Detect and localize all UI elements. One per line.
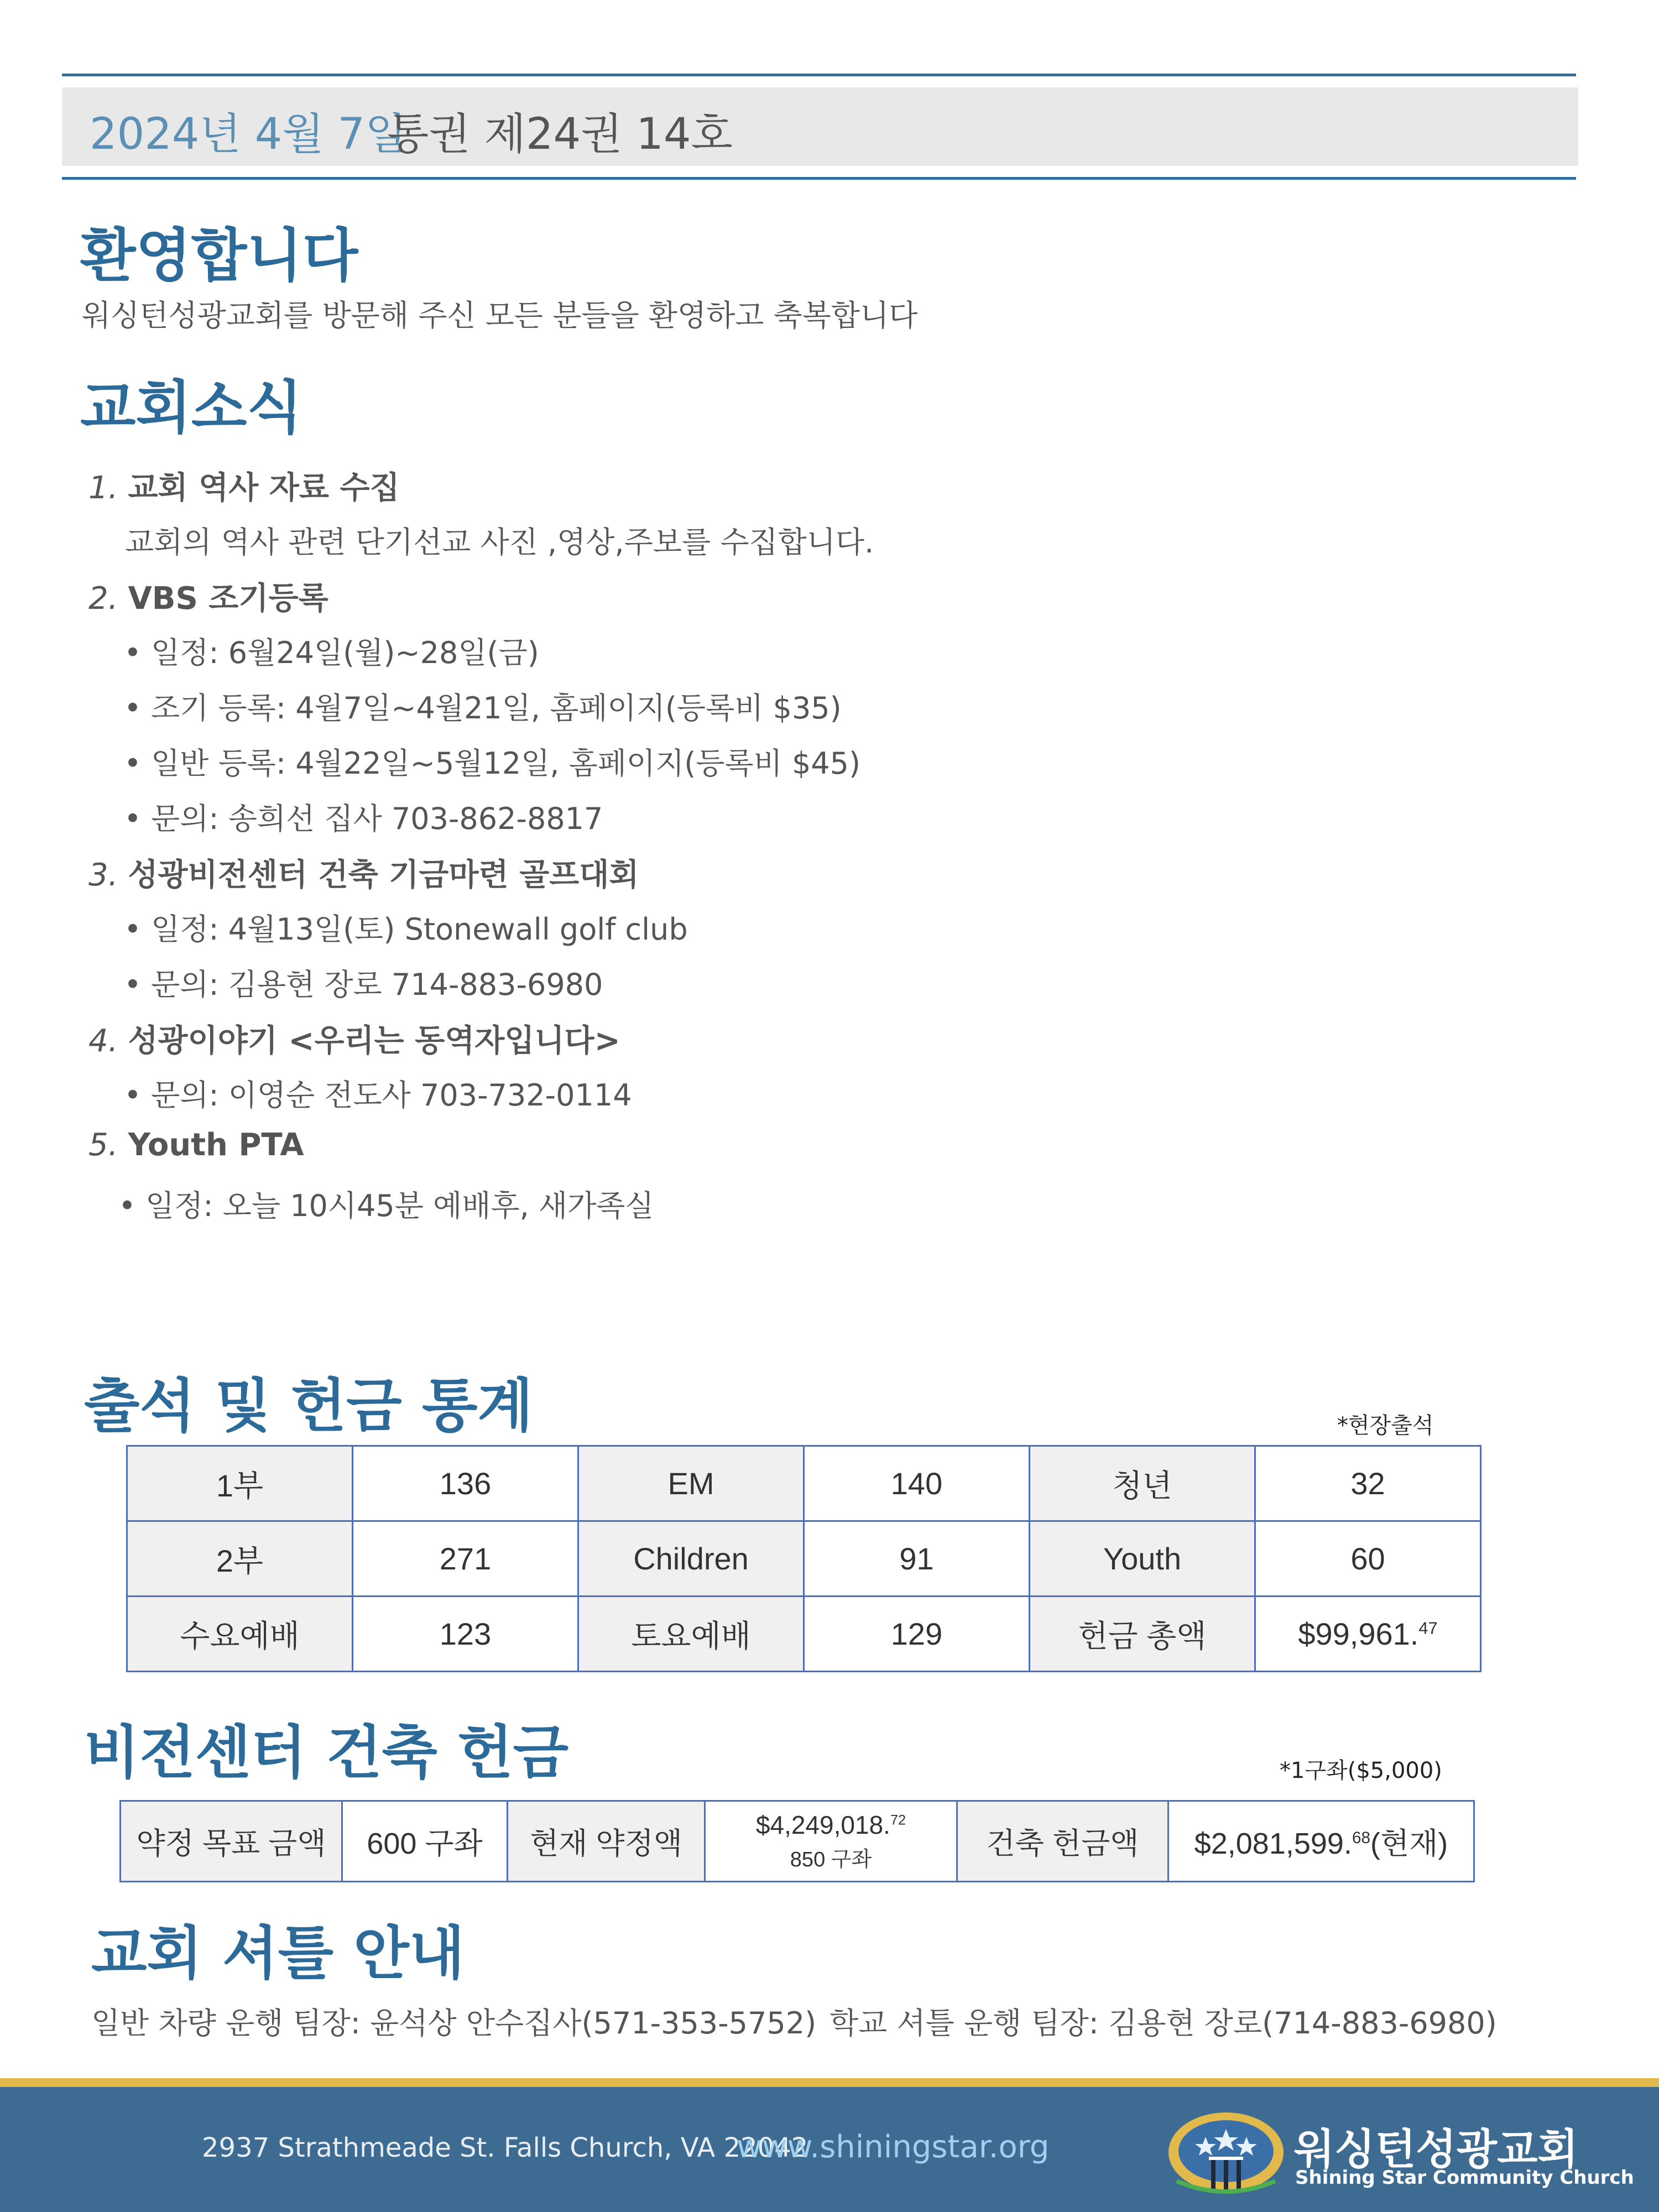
shuttle-title: 교회 셔틀 안내 xyxy=(91,1919,465,1987)
footer-gold-stripe xyxy=(0,2078,1659,2087)
table-cell: 청년 xyxy=(1030,1446,1255,1521)
table-cell: EM xyxy=(578,1446,804,1521)
issue-date: 2024년 4월 7일 xyxy=(90,109,407,159)
table-cell: 토요예배 xyxy=(578,1597,804,1672)
news-item-1-title: 1. 교회 역사 자료 수집 xyxy=(88,470,400,506)
offering-total-cents: 47 xyxy=(1418,1618,1438,1638)
table-cell: 32 xyxy=(1255,1446,1481,1521)
pledge-label: 현재 약정액 xyxy=(508,1801,705,1882)
table-cell: 수요예배 xyxy=(127,1597,353,1672)
news-item-3-title: 3. 성광비전센터 건축 기금마련 골프대회 xyxy=(88,857,639,893)
vision-title: 비전센터 건축 헌금 xyxy=(84,1719,569,1786)
pledge-value: $4,249,018. xyxy=(755,1811,890,1839)
attendance-table xyxy=(126,1445,1481,1672)
table-row xyxy=(127,1446,1481,1521)
table-cell: Youth xyxy=(1030,1521,1255,1597)
issue-header xyxy=(62,87,1578,166)
table-cell: 123 xyxy=(353,1597,578,1672)
pledge-cents: 72 xyxy=(890,1812,906,1828)
news-item-2-line-4: • 문의: 송희선 집사 703-862-8817 xyxy=(124,801,603,836)
goal-label: 약정 목표 금액 xyxy=(121,1801,342,1882)
top-rule xyxy=(62,74,1576,76)
attendance-title: 출석 및 헌금 통계 xyxy=(84,1372,533,1439)
news-item-2-line-3: • 일반 등록: 4월22일~5월12일, 홈페이지(등록비 $45) xyxy=(124,746,861,781)
welcome-text: 워싱턴성광교회를 방문해 주신 모든 분들을 환영하고 축복합니다 xyxy=(82,298,918,333)
table-cell: 60 xyxy=(1255,1521,1481,1597)
offering-total-cell xyxy=(1255,1597,1481,1672)
footer-address: 2937 Strathmeade St. Falls Church, VA 22042 xyxy=(202,2132,808,2163)
goal-value: 600 구좌 xyxy=(342,1801,508,1882)
building-cell xyxy=(1168,1801,1474,1882)
news-item-3-line-1: • 일정: 4월13일(토) Stonewall golf club xyxy=(124,912,688,947)
building-value: $2,081,599. xyxy=(1194,1827,1352,1860)
footer xyxy=(0,2087,1659,2212)
table-row xyxy=(127,1597,1481,1672)
table-cell: 271 xyxy=(353,1521,578,1597)
church-logo-icon xyxy=(1166,2109,1286,2198)
table-row xyxy=(127,1521,1481,1597)
welcome-title: 환영합니다 xyxy=(80,222,358,289)
news-item-5-title: 5. Youth PTA xyxy=(88,1127,304,1163)
pledge-cell xyxy=(705,1801,957,1882)
news-title: 교회소식 xyxy=(80,374,302,441)
news-item-2-title: 2. VBS 조기등록 xyxy=(88,581,328,617)
footer-website-link[interactable]: www.shiningstar.org xyxy=(737,2129,1050,2165)
news-item-2-line-2: • 조기 등록: 4월7일~4월21일, 홈페이지(등록비 $35) xyxy=(124,691,842,726)
vision-note: *1구좌($5,000) xyxy=(1280,1758,1442,1783)
news-item-5-line-1: • 일정: 오늘 10시45분 예배후, 새가족실 xyxy=(118,1188,654,1223)
table-cell: 136 xyxy=(353,1446,578,1521)
offering-total-value: $99,961. xyxy=(1298,1616,1419,1651)
news-item-1-line-1: 교회의 역사 관련 단기선교 사진 ,영상,주보를 수집합니다. xyxy=(125,525,874,560)
table-cell: 129 xyxy=(804,1597,1030,1672)
shuttle-school: 학교 셔틀 운행 팀장: 김용현 장로(714-883-6980) xyxy=(830,2006,1497,2041)
table-cell: Children xyxy=(578,1521,804,1597)
building-cents: 68 xyxy=(1352,1829,1370,1847)
vision-table xyxy=(119,1800,1475,1882)
news-item-4-line-1: • 문의: 이영순 전도사 703-732-0114 xyxy=(124,1078,632,1113)
church-name-korean: 워싱턴성광교회 xyxy=(1294,2125,1578,2174)
building-label: 건축 헌금액 xyxy=(957,1801,1168,1882)
attendance-note: *현장출석 xyxy=(1337,1413,1434,1438)
table-cell: 91 xyxy=(804,1521,1030,1597)
table-cell: 1부 xyxy=(127,1446,353,1521)
news-item-3-line-2: • 문의: 김용현 장로 714-883-6980 xyxy=(124,967,603,1002)
building-suffix: (현재) xyxy=(1370,1827,1448,1860)
table-row xyxy=(121,1801,1474,1882)
church-name-english: Shining Star Community Church xyxy=(1295,2167,1634,2189)
shuttle-general: 일반 차량 운행 팀장: 윤석상 안수집사(571-353-5752) xyxy=(91,2006,817,2041)
issue-volume: 통권 제24권 14호 xyxy=(387,109,733,159)
table-cell: 헌금 총액 xyxy=(1030,1597,1255,1672)
pledge-units: 850 구좌 xyxy=(790,1848,872,1871)
header-bottom-rule xyxy=(62,177,1576,180)
table-cell: 140 xyxy=(804,1446,1030,1521)
table-cell: 2부 xyxy=(127,1521,353,1597)
news-item-4-title: 4. 성광이야기 <우리는 동역자입니다> xyxy=(88,1023,620,1059)
news-item-2-line-1: • 일정: 6월24일(월)~28일(금) xyxy=(124,635,539,670)
